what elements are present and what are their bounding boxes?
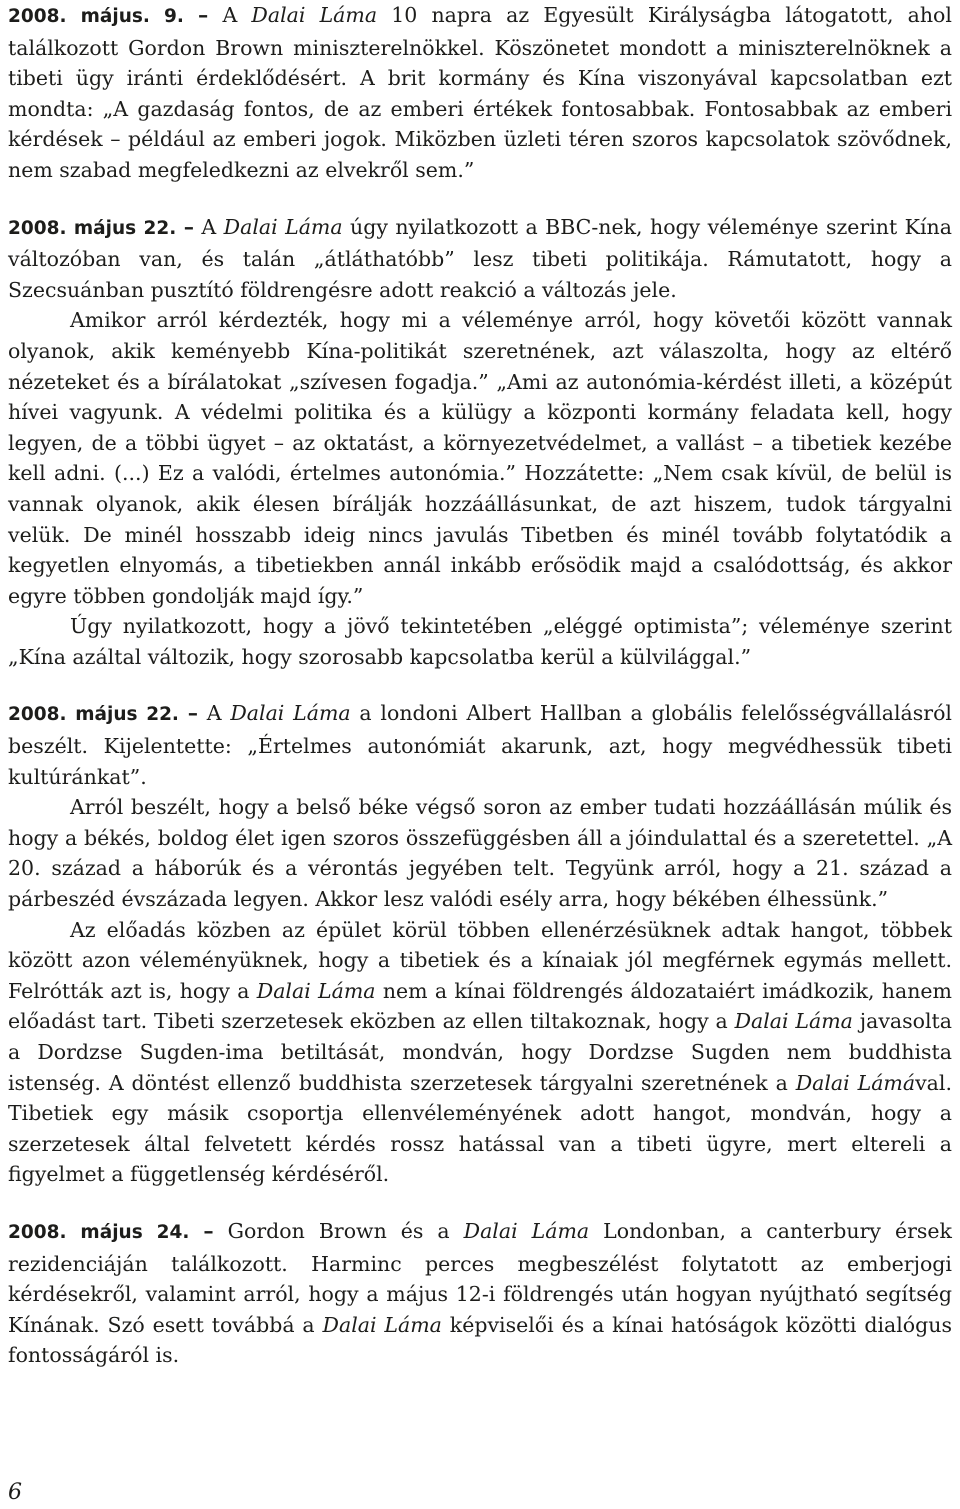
- entry-date: 2008. május 22.: [8, 704, 179, 726]
- dalai-lama-name: Dalai Láma: [734, 1009, 853, 1034]
- dalai-lama-name: Dalai Láma: [463, 1218, 590, 1243]
- dash: –: [203, 1218, 214, 1243]
- dalai-lama-name: Dalai Láma: [256, 978, 376, 1003]
- page-number: 6: [8, 1480, 22, 1505]
- document-page: [8, 0, 952, 1397]
- entry-paragraph: Az előadás közben az épület körül többen ellenérzésüknek adtak hangot, többek között azon véleményüknek, hogy a tibetiek és a kínaiak jól megférnek egymás mellett. Felrótták azt is, hogy a Dalai Láma nem a kínai földrengés áldozataiért imádkozik, hanem előadást tart. Tibeti szerzetesek eközben az ellen tiltakoznak, hogy a Dalai Láma javasolta a Dordzse Sugden-ima betiltását, mondván, hogy Dordzse Sugden nem buddhista istenség. A döntést ellenző buddhista szerzetesek tárgyalni szeretnének a Dalai Lámával. Tibetiek egy másik csoportja ellenvéleményének adott hangot, mondván, hogy a szerzetesek által felvetett kérdés rossz hatással van a tibeti ügyre, mert eltereli a figyelmet a függetlenség kérdéséről.: [8, 917, 952, 1187]
- entry-paragraph: 2008. május 22. – A Dalai Láma a londoni Albert Hallban a globális felelősségvállalásról beszélt. Kijelentette: „Értelmes autonómiát akarunk, azt, hogy megvédhessük tibeti kultúránkat”.: [8, 701, 952, 789]
- entry-date: 2008. május. 9.: [8, 6, 184, 27]
- dalai-lama-name: Dalai Lámá: [795, 1070, 916, 1095]
- dash: –: [198, 3, 209, 27]
- dalai-lama-name: Dalai Láma: [251, 3, 378, 27]
- entry-date: 2008. május 24.: [8, 1221, 190, 1243]
- entry-paragraph: Amikor arról kérdezték, hogy mi a véleménye arról, hogy követői között vannak olyanok, akik keményebb Kína-politikát szeretnének, azt válaszolta, hogy az eltérő nézeteket és a bírálatokat „szívesen fogadja.” „Ami az autonómia-kérdést illeti, a középút hívei vagyunk. A védelmi politika és a külügy a központi kormány feladata kell, hogy legyen, de a többi ügyet – az oktatást, a környezetvédelmet, a vallást – a tibetiek kezébe kell adni. (...) Ez a valódi, értelmes autonómia.” Hozzátette: „Nem csak kívül, de belül is vannak olyanok, akik élesen bírálják hozzáállásunkat, de azt hiszem, tudok tárgyalni velük. De minél hosszabb ideig nincs javulás Tibetben és minél tovább folytatódik a kegyetlen elnyomás, a tibetiekben annál inkább erősödik majd a csalódottság, és akkor egyre többen gondolják majd így.”: [8, 308, 952, 608]
- chronology-entry: [8, 698, 952, 1190]
- entry-paragraph: 2008. május. 9. – A Dalai Láma 10 napra az Egyesült Királyságba látogatott, ahol találkozott Gordon Brown miniszterelnökkel. Köszönetet mondott a miniszterelnöknek a tibeti ügy iránti érdeklődésért. A brit kormány és Kína viszonyával kapcsolatban ezt mondta: „A gazdaság fontos, de az emberi értékek fontosabbak. Fontosabbak az emberi kérdések – például az emberi jogok. Miközben üzleti téren szoros kapcsolatok szövődnek, nem szabad megfeledkezni az elvekről sem.”: [8, 3, 952, 182]
- dash: –: [187, 701, 198, 726]
- dalai-lama-name: Dalai Láma: [322, 1312, 442, 1337]
- chronology-entry: [8, 1216, 952, 1371]
- dash: –: [183, 214, 194, 239]
- entry-date: 2008. május 22.: [8, 217, 177, 239]
- entry-paragraph: Arról beszélt, hogy a belső béke végső soron az ember tudati hozzáállásán múlik és hogy a békés, boldog élet igen szoros összefüggésben áll a jóindulattal és a szeretettel. „A 20. század a háborúk és a vérontás jegyében telt. Tegyünk arról, hogy a 21. század a párbeszéd évszázada legyen. Akkor lesz valódi esély arra, hogy békében élhessünk.”: [8, 795, 952, 912]
- chronology-entry: [8, 212, 952, 673]
- dalai-lama-name: Dalai Láma: [223, 214, 343, 239]
- entry-paragraph: 2008. május 22. – A Dalai Láma úgy nyilatkozott a BBC-nek, hogy véleménye szerint Kína változóban van, és talán „átláthatóbb” lesz tibeti politikája. Rámutatott, hogy a Szecsuánban pusztító földrengésre adott reakció a változás jele.: [8, 214, 952, 302]
- dalai-lama-name: Dalai Láma: [230, 701, 351, 726]
- chronology-entry: [8, 0, 952, 186]
- entry-paragraph: Úgy nyilatkozott, hogy a jövő tekintetében „eléggé optimista”; véleménye szerint „Kína azáltal változik, hogy szorosabb kapcsolatba kerül a külvilággal.”: [8, 614, 952, 669]
- entry-paragraph: 2008. május 24. – Gordon Brown és a Dalai Láma Londonban, a canterbury érsek rezidenciáján találkozott. Harminc perces megbeszélést folytatott az emberjogi kérdésekről, valamint arról, hogy a május 12-i földrengés után hogyan nyújtható segítség Kínának. Szó esett továbbá a Dalai Láma képviselői és a kínai hatóságok közötti dialógus fontosságáról is.: [8, 1218, 952, 1368]
